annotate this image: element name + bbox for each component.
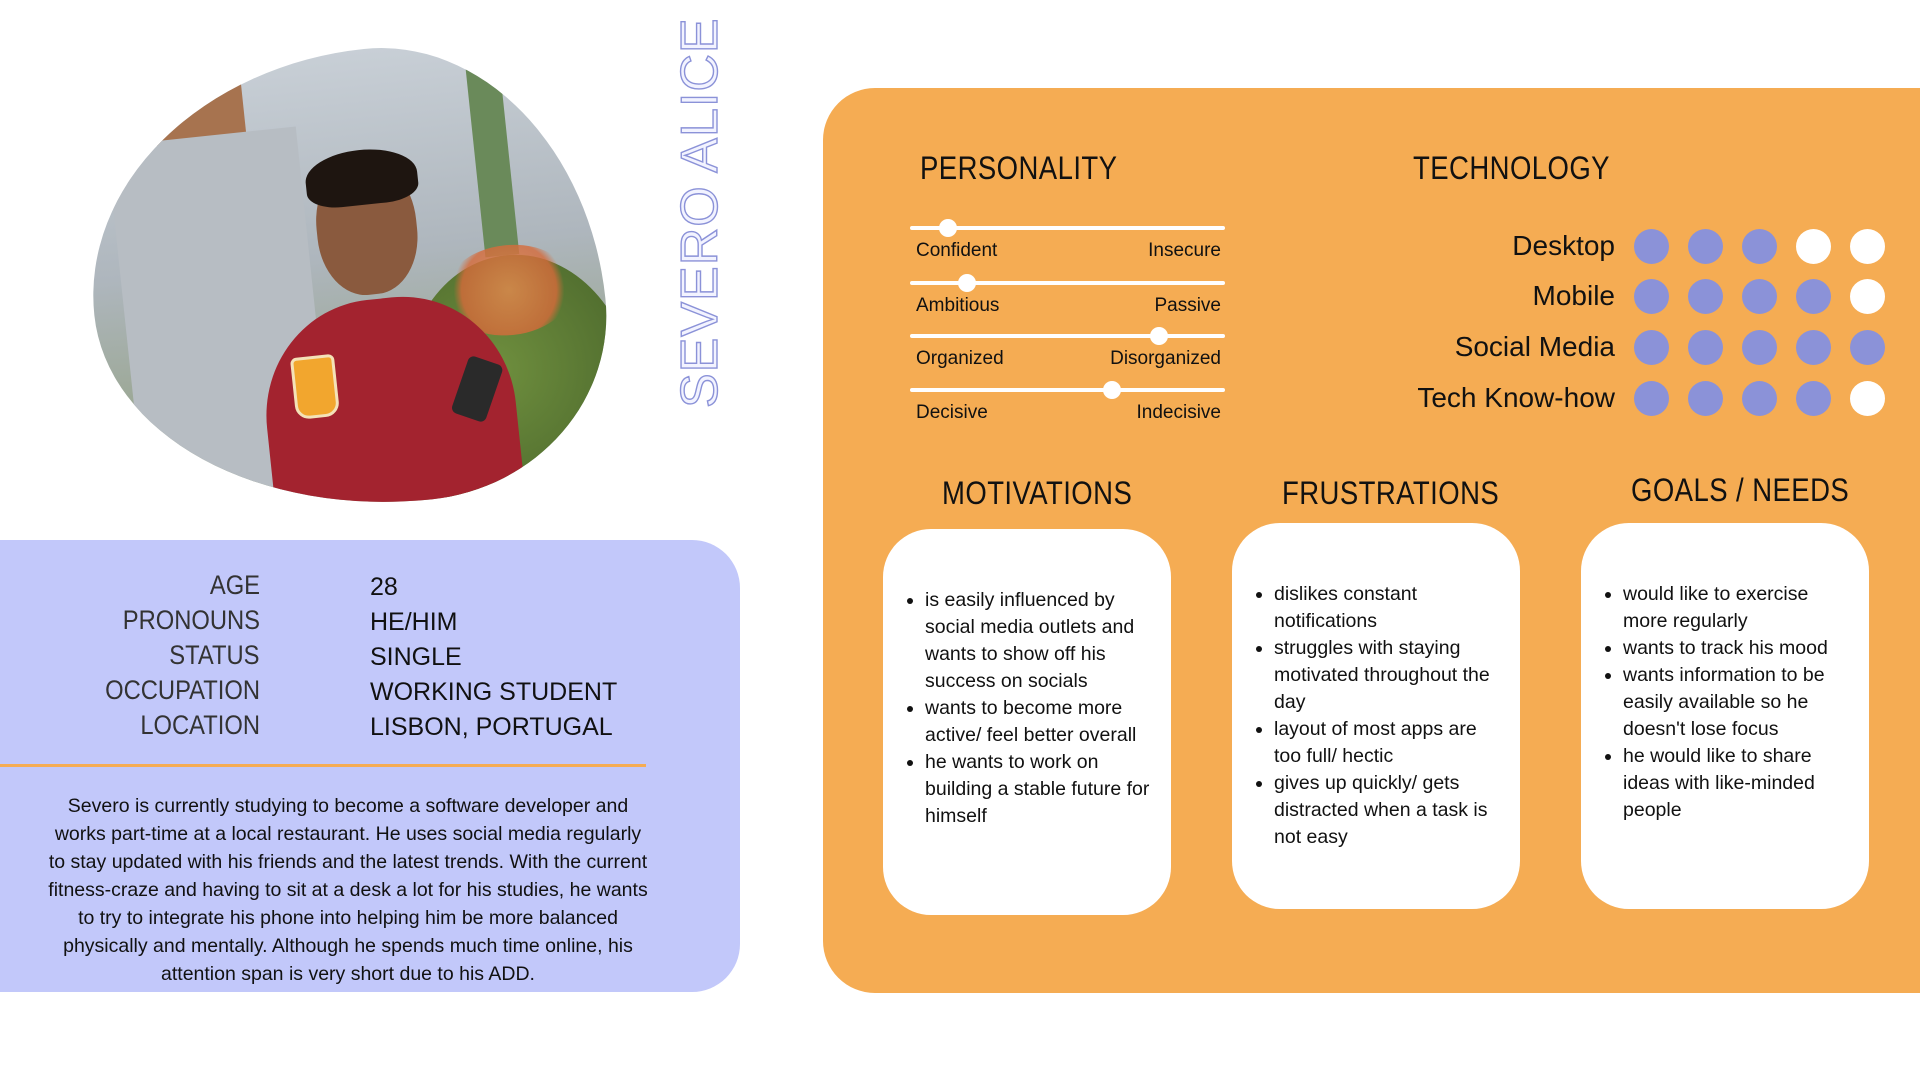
persona-name: SEVERO ALICE: [671, 17, 729, 408]
rating-dots: [1634, 381, 1885, 416]
frustrations-list: [1274, 581, 1506, 851]
goals-title: GOALS / NEEDS: [1631, 472, 1850, 508]
field-label: STATUS: [169, 640, 260, 670]
rating-dot-filled: [1796, 279, 1831, 314]
goals-card: [1581, 523, 1869, 909]
rating-dot-filled: [1742, 381, 1777, 416]
motivations-card: [883, 529, 1171, 915]
slider-track: [910, 334, 1225, 338]
rating-dot-filled: [1742, 229, 1777, 264]
rating-dot-empty: [1850, 279, 1885, 314]
rating-dot-filled: [1688, 229, 1723, 264]
slider-knob: [958, 274, 976, 292]
trait-left-label: Confident: [916, 240, 998, 261]
slider-track: [910, 388, 1225, 392]
list-item: • he would like to share ideas with like-minded people: [1623, 743, 1855, 824]
trait-left-label: Organized: [916, 348, 1004, 369]
list-item: • gives up quickly/ gets distracted when a task is not easy: [1274, 770, 1506, 851]
rating-dots: [1634, 279, 1885, 314]
field-value: LISBON, PORTUGAL: [370, 713, 613, 741]
trait-right-label: Indecisive: [1136, 402, 1221, 423]
list-item: • wants information to be easily available so he doesn't lose focus: [1623, 662, 1855, 743]
trait-right-label: Insecure: [1148, 240, 1221, 261]
rating-dot-filled: [1742, 330, 1777, 365]
field-label: OCCUPATION: [105, 675, 260, 705]
rating-dots: [1634, 229, 1885, 264]
list-item: • would like to exercise more regularly: [1623, 581, 1855, 635]
rating-dot-filled: [1688, 279, 1723, 314]
slider-track: [910, 226, 1225, 230]
list-item: • he wants to work on building a stable future for himself: [925, 749, 1157, 830]
trait-slider: [910, 388, 1225, 438]
field-label: AGE: [209, 570, 260, 600]
tech-label: Social Media: [1454, 331, 1615, 362]
frustrations-card: [1232, 523, 1520, 909]
trait-slider: [910, 226, 1225, 276]
field-row-pronouns: [0, 605, 740, 639]
info-card: [0, 540, 740, 992]
tech-row-desktop: [1360, 228, 1900, 268]
rating-dot-empty: [1850, 381, 1885, 416]
rating-dot-filled: [1634, 330, 1669, 365]
rating-dots: [1634, 330, 1885, 365]
rating-dot-empty: [1796, 229, 1831, 264]
person-photo-icon: [70, 27, 625, 533]
frustrations-title: FRUSTRATIONS: [1282, 475, 1500, 511]
rating-dot-filled: [1742, 279, 1777, 314]
tech-row-tech-know-how: [1360, 380, 1900, 420]
list-item: • dislikes constant notifications: [1274, 581, 1506, 635]
tech-row-mobile: [1360, 278, 1900, 318]
rating-dot-filled: [1688, 381, 1723, 416]
slider-knob: [1150, 327, 1168, 345]
rating-dot-filled: [1688, 330, 1723, 365]
rating-dot-filled: [1850, 330, 1885, 365]
list-item: • wants to become more active/ feel better overall: [925, 695, 1157, 749]
field-value: WORKING STUDENT: [370, 678, 618, 706]
motivations-list: [925, 587, 1157, 830]
field-label: PRONOUNS: [122, 605, 260, 635]
trait-right-label: Disorganized: [1110, 348, 1221, 369]
field-row-occupation: [0, 675, 740, 709]
field-value: SINGLE: [370, 643, 462, 671]
rating-dot-filled: [1796, 381, 1831, 416]
tech-row-social-media: [1360, 329, 1900, 369]
personality-title: PERSONALITY: [920, 150, 1118, 186]
goals-list: [1623, 581, 1855, 824]
list-item: • wants to track his mood: [1623, 635, 1855, 662]
trait-slider: [910, 334, 1225, 384]
info-divider: [0, 764, 646, 767]
tech-label: Mobile: [1532, 280, 1615, 311]
field-label: LOCATION: [140, 710, 260, 740]
field-value: HE/HIM: [370, 608, 458, 636]
tech-label: Desktop: [1512, 230, 1615, 261]
trait-left-label: Decisive: [916, 402, 988, 423]
trait-slider: [910, 281, 1225, 331]
slider-knob: [1103, 381, 1121, 399]
rating-dot-filled: [1796, 330, 1831, 365]
tech-label: Tech Know-how: [1417, 382, 1615, 413]
rating-dot-empty: [1850, 229, 1885, 264]
list-item: • layout of most apps are too full/ hectic: [1274, 716, 1506, 770]
motivations-title: MOTIVATIONS: [942, 475, 1133, 511]
list-item: • is easily influenced by social media outlets and wants to show off his success on socials: [925, 587, 1157, 695]
trait-right-label: Passive: [1154, 295, 1221, 316]
slider-knob: [939, 219, 957, 237]
bio-text: Severo is currently studying to become a software developer and works part-time at a local restaurant. He uses social media regularly to stay updated with his friends and the latest trends. With the current fitness-craze and having to sit at a desk a lot for his studies, he wants to try to integrate his phone into helping him be more balanced physically and mentally. Although he spends much time online, his attention span is very short due to his ADD.: [48, 795, 648, 985]
trait-left-label: Ambitious: [916, 295, 1000, 316]
rating-dot-filled: [1634, 279, 1669, 314]
rating-dot-filled: [1634, 381, 1669, 416]
rating-dot-filled: [1634, 229, 1669, 264]
field-value: 28: [370, 573, 398, 601]
field-row-status: [0, 640, 740, 674]
field-row-location: [0, 710, 740, 744]
field-row-age: [0, 570, 740, 604]
technology-title: TECHNOLOGY: [1413, 150, 1610, 186]
list-item: • struggles with staying motivated throughout the day: [1274, 635, 1506, 716]
